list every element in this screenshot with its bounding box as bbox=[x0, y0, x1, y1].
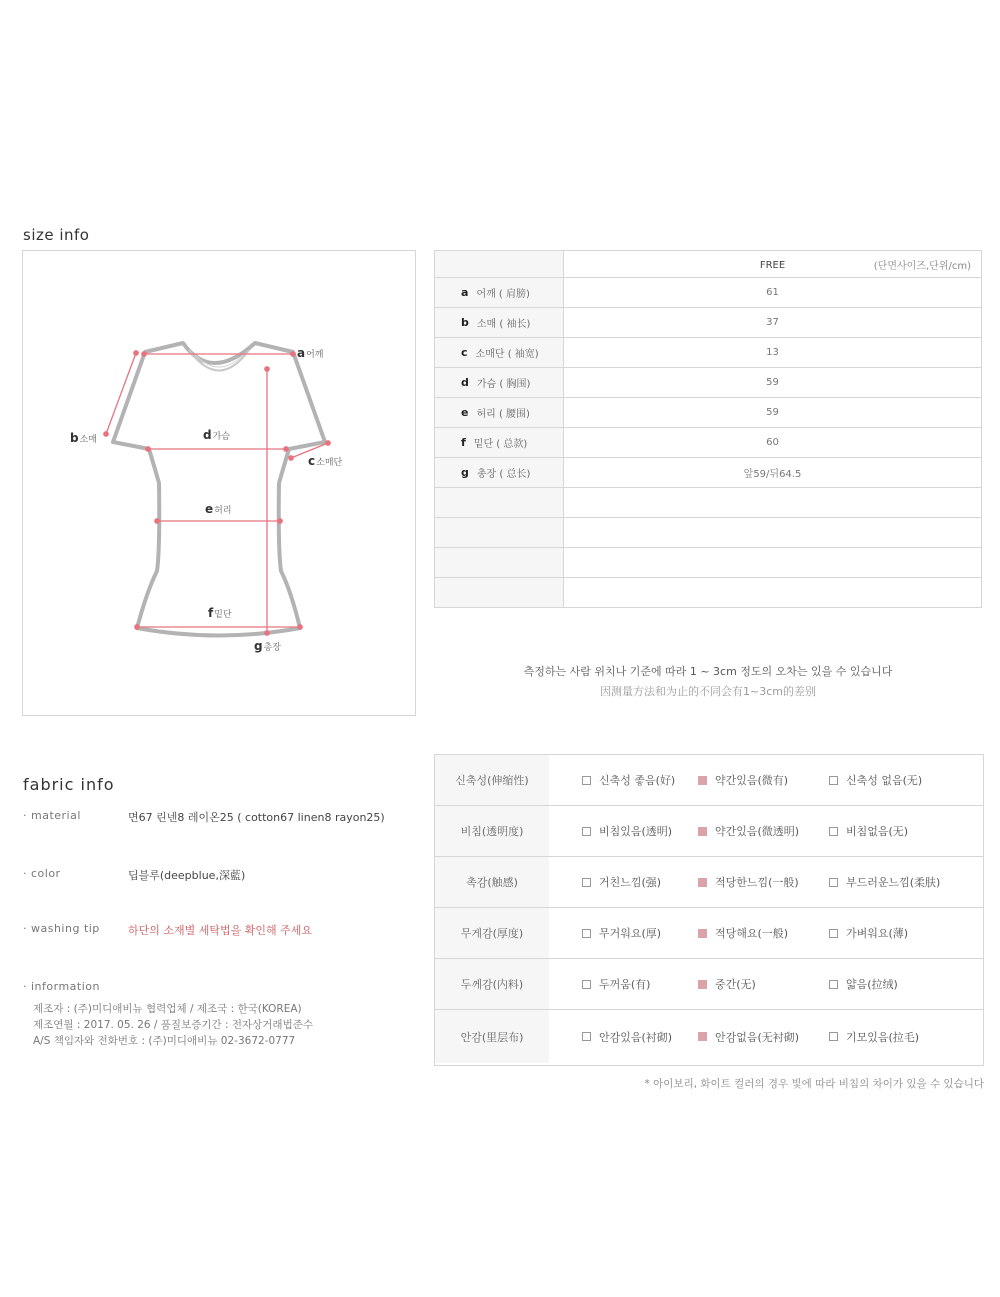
fabric-option-label: 안감있음(衬砌) bbox=[599, 1030, 673, 1044]
size-row-value: 13 bbox=[766, 347, 779, 358]
fabric-option-label: 신축성 없음(无) bbox=[846, 774, 923, 787]
size-row-name: 소매단 ( 袖宽) bbox=[475, 349, 539, 360]
fabric-option-label: 비침없음(无) bbox=[846, 825, 909, 838]
size-table-row bbox=[435, 578, 981, 608]
size-row-name: 허리 ( 腰围) bbox=[476, 409, 530, 420]
fabric-row bbox=[435, 959, 983, 1010]
fabric-option bbox=[698, 1029, 799, 1045]
size-row-value bbox=[564, 548, 981, 577]
size-row-letter: c bbox=[461, 346, 468, 359]
fabric-option bbox=[698, 772, 788, 788]
size-table bbox=[434, 250, 982, 608]
size-row-value: 37 bbox=[766, 317, 779, 328]
fabric-option bbox=[698, 925, 788, 941]
fabric-row-options bbox=[549, 806, 983, 856]
fabric-row-label: 무게감(厚度) bbox=[435, 908, 549, 958]
fabric-option-label: 적당한느낌(一般) bbox=[715, 876, 799, 889]
size-row-value: 앞59/뒤64.5 bbox=[743, 469, 802, 480]
information-label: · information bbox=[23, 980, 100, 993]
information-details bbox=[33, 1001, 313, 1049]
label-g-length: g총장 bbox=[254, 639, 281, 653]
size-row-letter: f bbox=[461, 436, 466, 449]
size-row-label bbox=[435, 368, 564, 397]
fabric-option bbox=[829, 772, 922, 788]
fabric-row-options bbox=[549, 857, 983, 907]
unchecked-checkbox bbox=[582, 1032, 591, 1041]
fabric-option bbox=[698, 823, 799, 839]
fabric-option bbox=[829, 925, 908, 941]
fabric-row-options bbox=[549, 755, 983, 805]
unchecked-checkbox bbox=[582, 776, 591, 785]
fabric-option-label: 신축성 좋음(好) bbox=[599, 774, 676, 787]
info-line-date: 제조연월 : 2017. 05. 26 / 품질보증기간 : 전자상거래법준수 bbox=[33, 1019, 314, 1031]
size-row-label bbox=[435, 398, 564, 427]
label-d-chest: d가슴 bbox=[203, 428, 230, 442]
fabric-option-label: 무거워요(厚) bbox=[599, 927, 662, 940]
unchecked-checkbox bbox=[829, 878, 838, 887]
fabric-option-label: 가벼워요(薄) bbox=[846, 927, 909, 940]
fabric-row-label: 안감(里层布) bbox=[435, 1010, 549, 1063]
label-a-shoulder: a어깨 bbox=[297, 346, 324, 360]
size-row-label bbox=[435, 338, 564, 367]
fabric-row-options bbox=[549, 908, 983, 958]
size-row-label bbox=[435, 578, 564, 607]
fabric-option bbox=[582, 925, 661, 941]
size-row-name: 총장 ( 总长) bbox=[476, 469, 531, 480]
fabric-properties-table bbox=[434, 754, 984, 1066]
checked-checkbox bbox=[698, 878, 707, 887]
fabric-option bbox=[582, 1029, 672, 1045]
garment-diagram bbox=[22, 250, 416, 716]
fabric-row bbox=[435, 1010, 983, 1063]
fabric-row-label: 두께감(内料) bbox=[435, 959, 549, 1009]
fabric-row bbox=[435, 806, 983, 857]
fabric-info-title: fabric info bbox=[23, 775, 115, 794]
fabric-option bbox=[829, 823, 908, 839]
size-row-value: 60 bbox=[766, 437, 779, 448]
unchecked-checkbox bbox=[829, 827, 838, 836]
fabric-option-label: 약간있음(微有) bbox=[715, 774, 789, 787]
material-value: 면67 린넨8 레이온25 ( cotton67 linen8 rayon25) bbox=[128, 811, 385, 824]
fabric-option bbox=[582, 874, 661, 890]
size-row-label bbox=[435, 308, 564, 337]
washing-tip-value: 하단의 소재별 세탁법을 확인해 주세요 bbox=[128, 924, 313, 937]
unit-note: (단면사이즈,단위/cm) bbox=[873, 261, 971, 272]
size-table-row bbox=[435, 488, 981, 518]
size-column-free: FREE bbox=[759, 260, 786, 271]
fabric-option-label: 안감없음(无衬砌) bbox=[715, 1030, 800, 1044]
checked-checkbox bbox=[698, 980, 707, 989]
size-row-value: 59 bbox=[766, 407, 779, 418]
size-row-letter: b bbox=[461, 316, 469, 329]
checked-checkbox bbox=[698, 827, 707, 836]
dress-illustration bbox=[23, 251, 417, 717]
size-table-row bbox=[435, 458, 981, 488]
fabric-row bbox=[435, 908, 983, 959]
fabric-row-options bbox=[549, 959, 983, 1009]
size-table-row bbox=[435, 368, 981, 398]
fabric-row-options bbox=[549, 1010, 983, 1063]
fabric-option-label: 부드러운느낌(柔肤) bbox=[846, 876, 941, 889]
fabric-option-label: 거친느낌(强) bbox=[599, 876, 662, 889]
measurement-note-chinese: 因测量方法和为止的不同会有1~3cm的差别 bbox=[600, 685, 816, 698]
size-table-header bbox=[435, 251, 981, 278]
fabric-option-label: 기모있음(拉毛) bbox=[846, 1030, 920, 1044]
fabric-option-label: 비침있음(透明) bbox=[599, 825, 673, 838]
size-row-letter: d bbox=[461, 376, 469, 389]
fabric-row-label: 비침(透明度) bbox=[435, 806, 549, 856]
info-line-as-contact: A/S 책임자와 전화번호 : (주)미디애비뉴 02-3672-0777 bbox=[33, 1035, 296, 1047]
size-table-row bbox=[435, 548, 981, 578]
size-row-label bbox=[435, 518, 564, 547]
size-row-value: 59 bbox=[766, 377, 779, 388]
fabric-option bbox=[582, 823, 672, 839]
size-row-name: 어깨 ( 肩膀) bbox=[476, 289, 530, 300]
size-row-letter: e bbox=[461, 406, 469, 419]
material-label: · material bbox=[23, 809, 81, 822]
size-row-letter: a bbox=[461, 286, 469, 299]
size-row-label bbox=[435, 278, 564, 307]
label-f-hem: f밑단 bbox=[208, 606, 232, 620]
fabric-option bbox=[582, 976, 650, 992]
fabric-option bbox=[829, 874, 940, 890]
color-value: 딥블루(deepblue,深藍) bbox=[128, 869, 246, 882]
size-table-row bbox=[435, 308, 981, 338]
unchecked-checkbox bbox=[582, 929, 591, 938]
fabric-option bbox=[698, 976, 756, 992]
size-row-value bbox=[564, 488, 981, 517]
size-row-label bbox=[435, 548, 564, 577]
checked-checkbox bbox=[698, 1032, 707, 1041]
unchecked-checkbox bbox=[582, 827, 591, 836]
fabric-option-label: 두꺼움(有) bbox=[599, 978, 651, 991]
info-line-manufacturer: 제조자 : (주)미디애비뉴 협력업체 / 제조국 : 한국(KOREA) bbox=[33, 1003, 302, 1015]
unchecked-checkbox bbox=[582, 878, 591, 887]
label-b-sleeve: b소매 bbox=[70, 431, 97, 445]
fabric-note: * 아이보리, 화이트 컬러의 경우 빛에 따라 비침의 차이가 있을 수 있습니다 bbox=[644, 1078, 984, 1090]
size-table-header-blank bbox=[435, 251, 564, 277]
size-row-label bbox=[435, 458, 564, 487]
size-row-value bbox=[564, 518, 981, 547]
checked-checkbox bbox=[698, 929, 707, 938]
unchecked-checkbox bbox=[829, 1032, 838, 1041]
fabric-row-label: 촉감(触感) bbox=[435, 857, 549, 907]
fabric-row bbox=[435, 857, 983, 908]
unchecked-checkbox bbox=[829, 929, 838, 938]
size-row-label bbox=[435, 428, 564, 457]
fabric-option-label: 적당해요(一般) bbox=[715, 927, 789, 940]
size-row-value: 61 bbox=[766, 287, 779, 298]
fabric-option-label: 얇음(拉绒) bbox=[846, 978, 898, 991]
size-row-value bbox=[564, 578, 981, 607]
checked-checkbox bbox=[698, 776, 707, 785]
fabric-row-label: 신축성(伸缩性) bbox=[435, 755, 549, 805]
fabric-option bbox=[698, 874, 799, 890]
size-info-title: size info bbox=[23, 226, 90, 244]
size-table-row bbox=[435, 428, 981, 458]
size-row-letter: g bbox=[461, 466, 469, 479]
size-table-row bbox=[435, 518, 981, 548]
size-row-label bbox=[435, 488, 564, 517]
unchecked-checkbox bbox=[829, 776, 838, 785]
washing-tip-label: · washing tip bbox=[23, 922, 100, 935]
fabric-option bbox=[829, 976, 898, 992]
label-c-cuff: c소매단 bbox=[308, 454, 343, 468]
unchecked-checkbox bbox=[582, 980, 591, 989]
measurement-note-korean: 측정하는 사람 위치나 기준에 따라 1 ~ 3cm 정도의 오차는 있을 수 있습니다 bbox=[523, 665, 893, 678]
size-row-name: 소매 ( 袖长) bbox=[476, 319, 531, 330]
color-label: · color bbox=[23, 867, 61, 880]
size-table-row bbox=[435, 398, 981, 428]
fabric-option-label: 중간(无) bbox=[715, 978, 756, 991]
fabric-option bbox=[582, 772, 675, 788]
unchecked-checkbox bbox=[829, 980, 838, 989]
size-row-name: 밑단 ( 总款) bbox=[473, 439, 528, 450]
fabric-option bbox=[829, 1029, 919, 1045]
size-table-row bbox=[435, 278, 981, 308]
fabric-option-label: 약간있음(微透明) bbox=[715, 825, 800, 838]
size-row-name: 가슴 ( 胸围) bbox=[476, 379, 531, 390]
size-table-row bbox=[435, 338, 981, 368]
label-e-waist: e허리 bbox=[205, 502, 232, 516]
fabric-row bbox=[435, 755, 983, 806]
